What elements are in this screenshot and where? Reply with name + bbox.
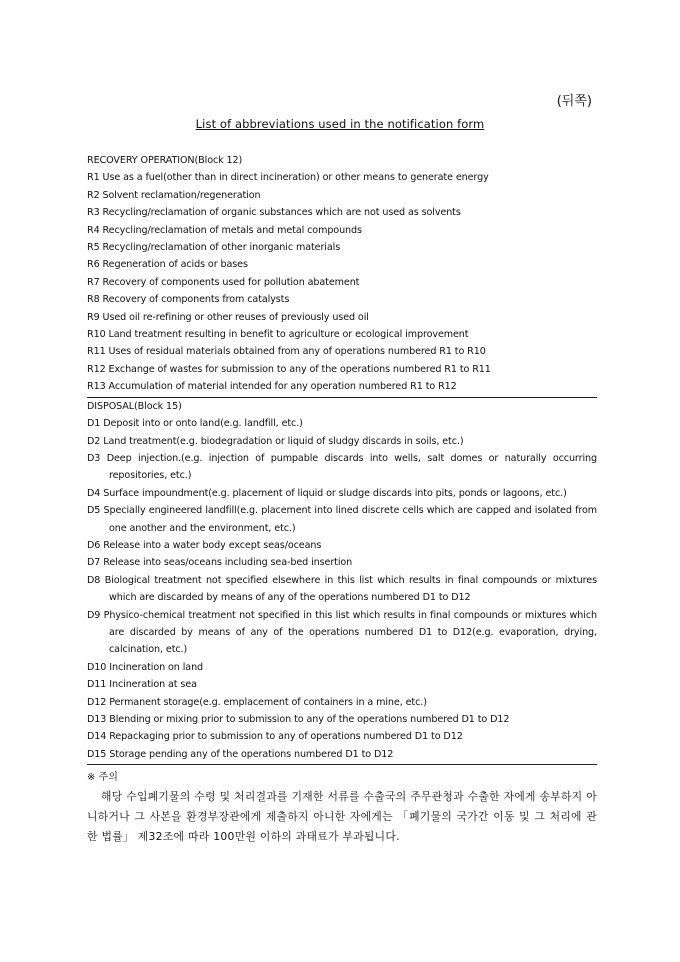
- notice-section: [87, 769, 597, 847]
- disposal-item: D13 Blending or mixing prior to submission to any of the operations numbered D1 to D12: [87, 714, 510, 725]
- notice-title: ※ 주의: [87, 772, 118, 784]
- recovery-item: R5 Recycling/reclamation of other inorganic materials: [87, 242, 341, 254]
- disposal-item: D9 Physico-chemical treatment not specified in this list which results in final compounds or mixtures which are discarded by means of any of the operations numbered D1 to D12(e.g. evaporation, drying, calcination, etc.): [87, 609, 597, 656]
- disposal-item: D10 Incineration on land: [87, 661, 204, 673]
- recovery-item: R3 Recycling/reclamation of organic substances which are not used as solvents: [87, 207, 461, 219]
- recovery-item: R12 Exchange of wastes for submission to any of the operations numbered R1 to R11: [87, 363, 491, 375]
- recovery-item: R7 Recovery of components used for pollution abatement: [87, 276, 360, 288]
- disposal-item: D3 Deep injection.(e.g. injection of pumpable discards into wells, salt domes or naturally occurring repositories, etc.): [87, 452, 597, 482]
- disposal-item: D4 Surface impoundment(e.g. placement of liquid or sludge discards into pits, ponds or lagoons, etc.): [87, 487, 567, 499]
- document-title: List of abbreviations used in the notification form: [195, 117, 485, 131]
- abbreviation-list: [87, 152, 597, 847]
- recovery-item: R9 Used oil re-refining or other reuses of previously used oil: [87, 311, 369, 323]
- disposal-item: D14 Repackaging prior to submission to any of operations numbered D1 to D12: [87, 731, 463, 743]
- recovery-items: [87, 169, 597, 395]
- disposal-item: D15 Storage pending any of the operations numbered D1 to D12: [87, 748, 394, 760]
- recovery-item: R6 Regeneration of acids or bases: [87, 259, 248, 271]
- disposal-item: D12 Permanent storage(e.g. emplacement of containers in a mine, etc.): [87, 696, 427, 708]
- disposal-item: D2 Land treatment(e.g. biodegradation or liquid of sludgy discards in soils, etc.): [87, 435, 464, 447]
- disposal-items: [87, 415, 597, 763]
- recovery-item: R13 Accumulation of material intended for any operation numbered R1 to R12: [87, 381, 457, 393]
- recovery-item: R2 Solvent reclamation/regeneration: [87, 189, 261, 201]
- disposal-item: D5 Specially engineered landfill(e.g. placement into lined discrete cells which are capped and isolated from one another and the environment, etc.): [87, 505, 597, 534]
- disposal-item: D7 Release into seas/oceans including sea-bed insertion: [87, 557, 353, 569]
- recovery-heading: RECOVERY OPERATION(Block 12): [87, 155, 243, 166]
- section-divider: [87, 764, 597, 765]
- notice-body: 해당 수입폐기물의 수령 및 처리결과를 기재한 서류를 수출국의 주무관청과 수출한 자에게 송부하지 아니하거나 그 사본을 환경부장관에게 제출하지 아니한 자에게는 「폐기물의 국가간 이동 및 그 처리에 관한 법률」 제32조에 따라 100만원 이하의 과태료가 부과됩니다.: [87, 790, 597, 844]
- recovery-item: R1 Use as a fuel(other than in direct incineration) or other means to generate energy: [87, 172, 489, 184]
- recovery-item: R8 Recovery of components from catalysts: [87, 294, 290, 306]
- recovery-item: R4 Recycling/reclamation of metals and metal compounds: [87, 224, 362, 236]
- recovery-item: R10 Land treatment resulting in benefit to agriculture or ecological improvement: [87, 329, 469, 341]
- disposal-item: D8 Biological treatment not specified elsewhere in this list which results in final compounds or mixtures which are discarded by means of any of the operations numbered D1 to D12: [87, 574, 597, 604]
- disposal-heading: DISPOSAL(Block 15): [87, 400, 182, 412]
- disposal-item: D6 Release into a water body except seas/oceans: [87, 539, 322, 551]
- disposal-item: D1 Deposit into or onto land(e.g. landfill, etc.): [87, 418, 303, 430]
- back-side-label: (뒤쪽): [556, 94, 592, 109]
- disposal-item: D11 Incineration at sea: [87, 679, 197, 691]
- recovery-item: R11 Uses of residual materials obtained from any of operations numbered R1 to R10: [87, 346, 486, 358]
